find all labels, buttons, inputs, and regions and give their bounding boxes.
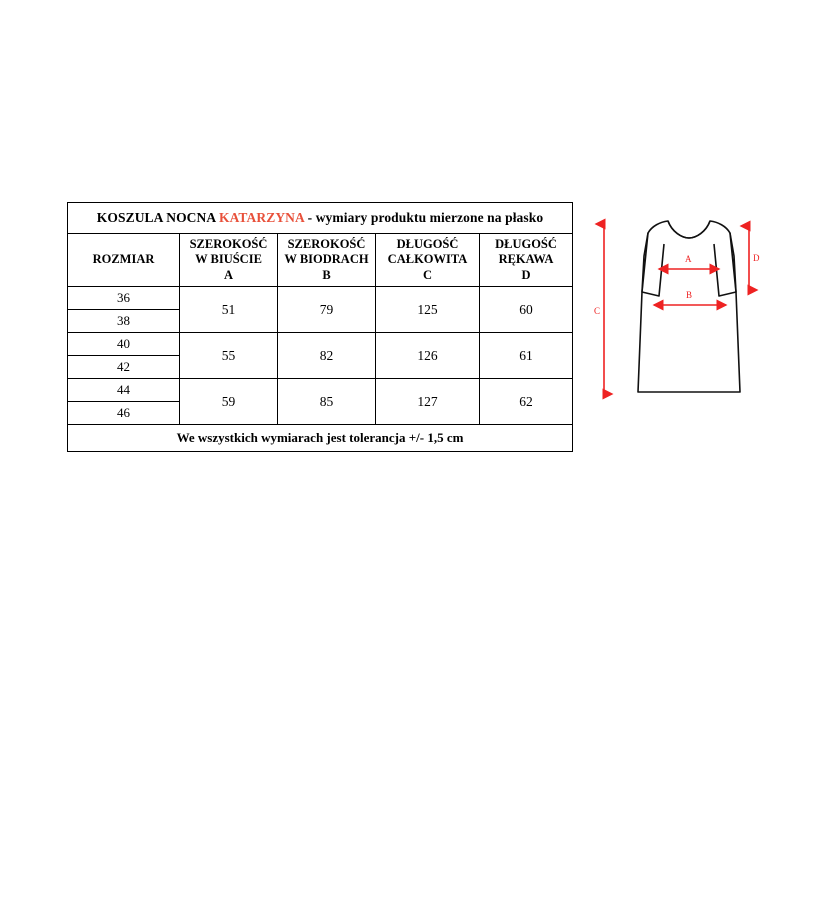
value-cell-c: 126 <box>376 333 480 379</box>
size-cell: 38 <box>68 310 180 333</box>
measure-b-label: B <box>686 290 693 300</box>
table-note-row <box>68 425 573 452</box>
header-line2: W BIODRACH <box>284 252 369 267</box>
measure-c <box>594 224 604 394</box>
header-letter: A <box>223 267 234 282</box>
value-cell-b: 85 <box>278 379 376 425</box>
size-cell: 42 <box>68 356 180 379</box>
title-prefix: KOSZULA NOCNA <box>96 210 216 225</box>
table-row <box>68 287 573 310</box>
table-title-row <box>68 203 573 234</box>
tolerance-note: We wszystkich wymiarach jest tolerancja +/- 1,5 cm <box>68 425 573 452</box>
size-table-container <box>67 202 572 452</box>
table-row <box>68 379 573 402</box>
value-cell-a: 59 <box>180 379 278 425</box>
measure-d <box>749 226 760 290</box>
value-cell-d: 62 <box>480 379 573 425</box>
measure-a <box>659 254 719 269</box>
garment-diagram <box>586 196 776 426</box>
size-cell: 40 <box>68 333 180 356</box>
dress-outline-icon <box>638 221 740 392</box>
value-cell-b: 79 <box>278 287 376 333</box>
measure-a-label: A <box>685 254 692 264</box>
measure-d-label: D <box>753 253 760 263</box>
header-letter: D <box>521 267 531 282</box>
value-cell-d: 60 <box>480 287 573 333</box>
size-cell: 44 <box>68 379 180 402</box>
header-line1: SZEROKOŚĆ <box>287 236 366 251</box>
size-table <box>67 202 573 452</box>
value-cell-c: 127 <box>376 379 480 425</box>
table-header-row <box>68 234 573 287</box>
header-cell-a <box>180 234 278 287</box>
header-line2: W BIUŚCIE <box>195 252 262 267</box>
header-line1: DŁUGOŚĆ <box>495 236 557 251</box>
header-line1: DŁUGOŚĆ <box>396 236 459 251</box>
size-cell: 36 <box>68 287 180 310</box>
header-cell-rozmiar <box>68 234 180 287</box>
table-title <box>68 203 573 234</box>
header-line2: RĘKAWA <box>498 252 554 267</box>
value-cell-a: 55 <box>180 333 278 379</box>
header-letter: C <box>422 267 433 282</box>
size-cell: 46 <box>68 402 180 425</box>
header-line1: ROZMIAR <box>92 252 155 267</box>
header-line1: SZEROKOŚĆ <box>189 236 268 251</box>
header-cell-b <box>278 234 376 287</box>
value-cell-a: 51 <box>180 287 278 333</box>
title-brand: KATARZYNA <box>218 210 305 225</box>
measure-b <box>654 290 726 305</box>
title-suffix: - wymiary produktu mierzone na płasko <box>307 210 544 225</box>
header-cell-c <box>376 234 480 287</box>
value-cell-c: 125 <box>376 287 480 333</box>
table-row <box>68 333 573 356</box>
value-cell-b: 82 <box>278 333 376 379</box>
header-line2: CAŁKOWITA <box>387 252 468 267</box>
header-letter: B <box>322 267 331 282</box>
value-cell-d: 61 <box>480 333 573 379</box>
header-cell-d <box>480 234 573 287</box>
measure-c-label: C <box>594 306 601 316</box>
